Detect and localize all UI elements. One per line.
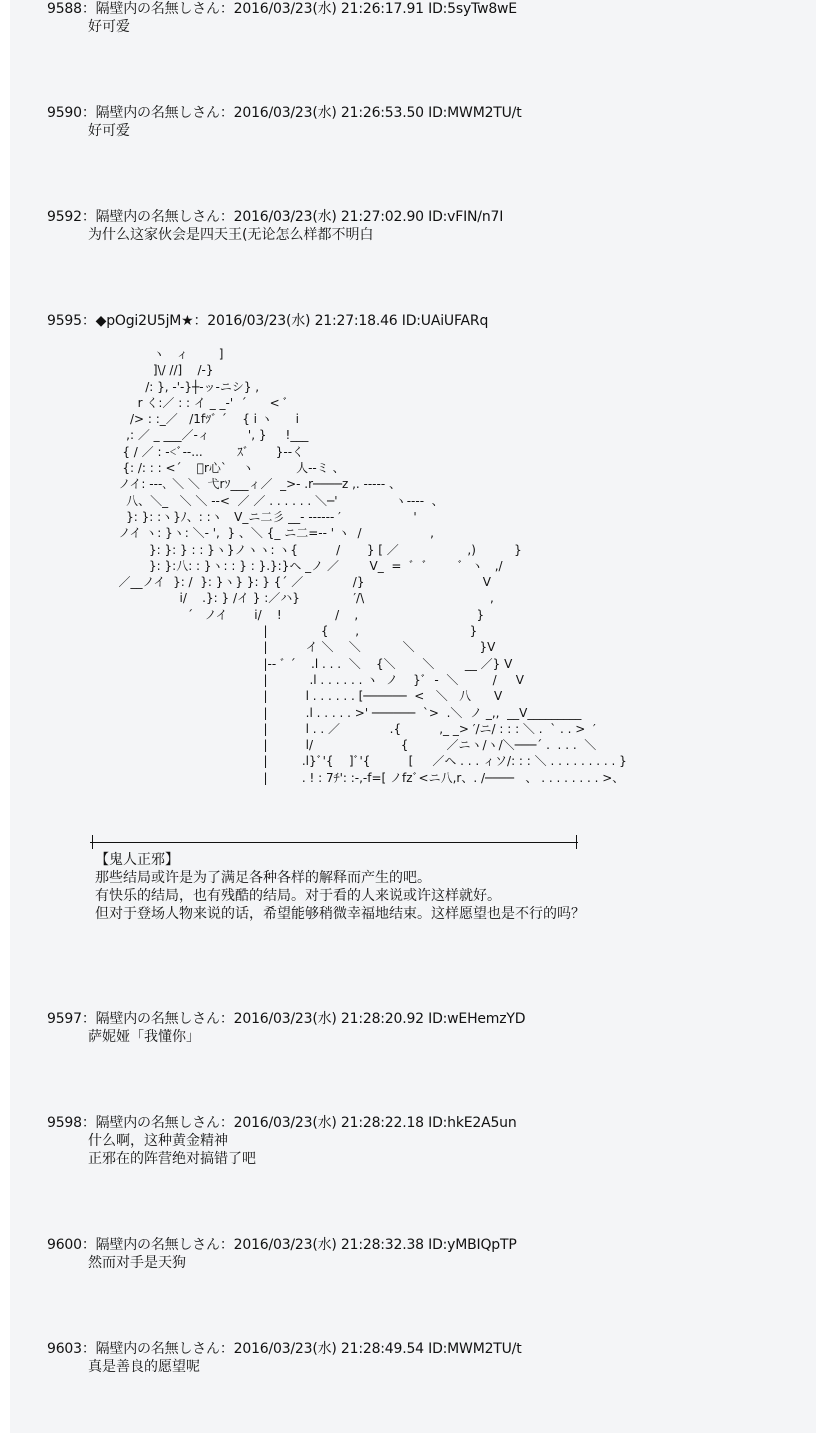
poster-id: ID:MWM2TU/t (428, 105, 522, 121)
post-9603 (47, 1340, 521, 1376)
speech-line: 但对于登场人物来说的话，希望能够稍微幸福地结束。这样愿望也是不行的吗？ (95, 906, 585, 922)
poster-name: 隔壁内の名無しさん (95, 105, 220, 121)
post-number: 9595 (47, 313, 82, 329)
post-9595 (47, 312, 488, 330)
post-date: ：2016/03/23(水) 21:28:20.92 (219, 1011, 424, 1027)
post-header (47, 1010, 525, 1028)
poster-name: 隔壁内の名無しさん (95, 1341, 220, 1357)
post-date: ：2016/03/23(水) 21:27:02.90 (219, 209, 424, 225)
post-body-line: 什么啊，这种黄金精神 (88, 1133, 228, 1149)
post-9590 (47, 104, 521, 140)
poster-id: ID:5syTw8wE (428, 1, 517, 17)
ascii-art: ヽ ィ ] ]\/ //] /-} /: }, -'-}┼-ッ-ニシ} , r く:／ : : イ _ _-' ´ < ﾞ /> : :_／ /1fﾂﾞ ´ { i ヽ i ,: ／ _ ___／-ィ ', } !___ { / ／ : -<ﾞ--... ｽﾞ }--く {: /: : : <´ ﾞr心` ヽ 人--ミ 、 ノイ: ---､ ＼ ＼ 弋rｿ___ィ／ _>- .r────z ,. ----- 、 八、＼_ ＼ ＼ --< ／ ／ . . . . . . ＼─' ヽ---- 、 }: }: :ヽ}ﾉ、: :ヽ V_ニ二彡 __- ------ ′ ' ノイ ヽ: }ヽ: ＼- ', } 、＼ {_ ニ二=-- ' ヽ / , }: }: } : : }ヽ}ノヽヽ: ヽ{ / } [ ／ ,) } }: }:八: : }ヽ: : } : }.}:}ヘ _ノ ／ V_ = ﾞ ﾞ ﾞ ヽ ,/ ／__ノイ }: / }: }ヽ} }: } {´ ／ /} V i/ .}: } /イ } :／ハ} ′/\ , ´ ノイ i/ ! / , } | { , } | イ ＼ ＼ ＼ }V |-- ﾞ ´ .l . . . ＼ {＼ ＼ __ ／} V | .l . . . . . . ヽ ノ }ﾞ - ＼ / V | l . . . . . . [────── < ＼ 八 V | .l . . . . . >' ────── `> .＼ ノ _,, __V_________ | l . . ／ .{ ,_ _> ′/ニ/ : : : ＼ . ` . . > ′ | l/ { ／ニヽ/ヽ/＼───´ . . . . ＼ | .l}ﾞ'{ ]ﾞ'{ [ ／ヘ . . . ィソ/: : : ＼ . . . . . . . . . } | . ! : 7ﾁ': :-,-f=[ ノfzﾞ<ニ八,r、. /──── 、 . . . . . . . . >、 (118, 347, 627, 785)
poster-id: ID:vFIN/n7I (428, 209, 504, 225)
poster-id: ID:UAiUFARq (401, 313, 489, 329)
post-number: 9600 (47, 1237, 82, 1253)
post-number: 9603 (47, 1341, 82, 1357)
poster-id: ID:yMBIQpTP (428, 1237, 517, 1253)
post-body-line: 为什么这家伙会是四天王(无论怎么样都不明白 (88, 227, 374, 243)
post-separator: ： (81, 1, 96, 17)
post-number: 9590 (47, 105, 82, 121)
post-header (47, 312, 488, 330)
post-9597 (47, 1010, 525, 1046)
post-header (47, 208, 503, 226)
post-separator: ： (81, 1011, 96, 1027)
post-body-line: 好可爱 (88, 123, 130, 139)
post-9598 (47, 1114, 517, 1168)
poster-name: 隔壁内の名無しさん (95, 1237, 220, 1253)
post-body-line: 萨妮娅「我懂你」 (88, 1029, 200, 1045)
post-header (47, 1236, 517, 1254)
post-separator: ： (81, 105, 96, 121)
poster-name: ◆pOgi2U5jM★ (95, 313, 194, 329)
post-date: ：2016/03/23(水) 21:26:17.91 (219, 1, 424, 17)
post-separator: ： (81, 1341, 96, 1357)
post-date: ：2016/03/23(水) 21:27:18.46 (193, 313, 398, 329)
post-separator: ： (81, 1115, 96, 1131)
post-separator: ： (81, 313, 96, 329)
poster-name: 隔壁内の名無しさん (95, 209, 220, 225)
separator-right-cross (576, 835, 577, 849)
post-date: ：2016/03/23(水) 21:26:53.50 (219, 105, 424, 121)
speaker-label: 【鬼人正邪】 (95, 852, 179, 868)
speech-line: 那些结局或许是为了满足各种各样的解释而产生的吧。 (95, 870, 431, 886)
poster-name: 隔壁内の名無しさん (95, 1, 220, 17)
post-separator: ： (81, 1237, 96, 1253)
separator-left-cross (92, 835, 93, 849)
poster-id: ID:hkE2A5un (428, 1115, 517, 1131)
post-date: ：2016/03/23(水) 21:28:49.54 (219, 1341, 424, 1357)
poster-id: ID:MWM2TU/t (428, 1341, 522, 1357)
post-header (47, 104, 521, 122)
post-separator: ： (81, 209, 96, 225)
post-number: 9592 (47, 209, 82, 225)
poster-name: 隔壁内の名無しさん (95, 1011, 220, 1027)
separator-line (90, 842, 578, 843)
post-header (47, 1114, 517, 1132)
post-body-line: 然而对手是天狗 (88, 1255, 186, 1271)
poster-id: ID:wEHemzYD (428, 1011, 526, 1027)
ascii-art-container (88, 346, 658, 834)
poster-name: 隔壁内の名無しさん (95, 1115, 220, 1131)
post-date: ：2016/03/23(水) 21:28:32.38 (219, 1237, 424, 1253)
post-body-line: 好可爱 (88, 19, 130, 35)
speech-block (95, 851, 585, 923)
post-9592 (47, 208, 503, 244)
post-body-line: 正邪在的阵营绝对搞错了吧 (88, 1151, 256, 1167)
post-header (47, 0, 517, 18)
speech-line: 有快乐的结局，也有残酷的结局。对于看的人来说或许这样就好。 (95, 888, 501, 904)
post-9600 (47, 1236, 517, 1272)
post-number: 9598 (47, 1115, 82, 1131)
post-date: ：2016/03/23(水) 21:28:22.18 (219, 1115, 424, 1131)
post-body-line: 真是善良的愿望呢 (88, 1359, 200, 1375)
post-number: 9588 (47, 1, 82, 17)
post-9588 (47, 0, 517, 36)
post-number: 9597 (47, 1011, 82, 1027)
post-header (47, 1340, 521, 1358)
